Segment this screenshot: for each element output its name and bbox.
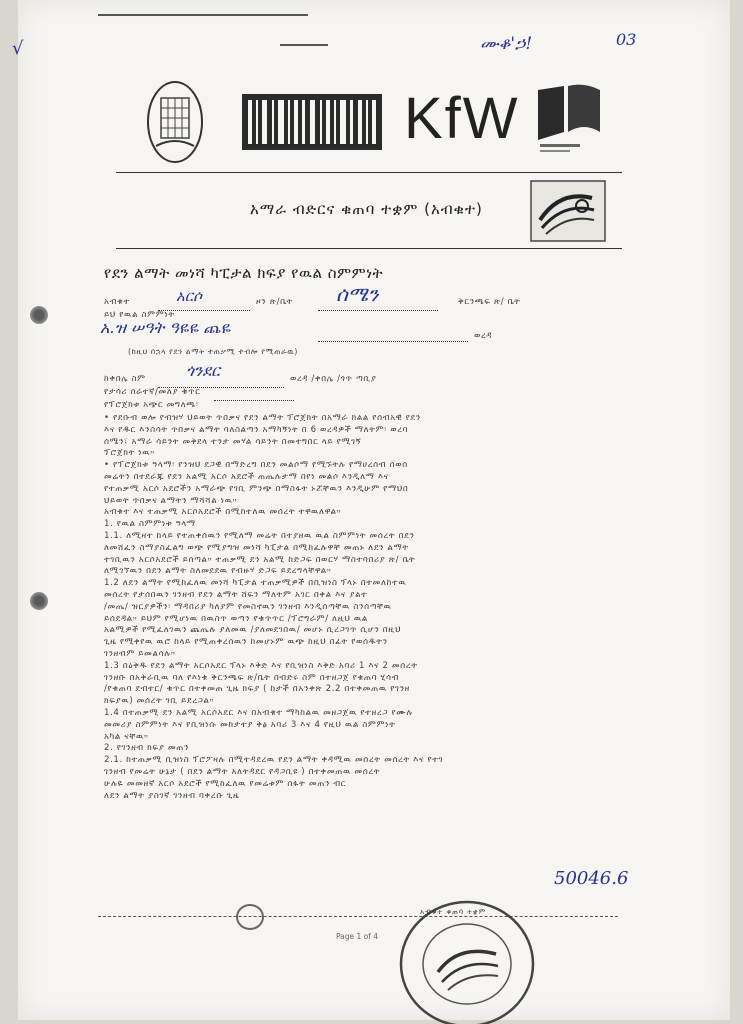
kebele-field-label: ከቀበሌ ስም [104,374,146,384]
body-line: 2. የገንዘብ ክፍያ መጠን [104,743,190,754]
party-note: (ከዚህ በኋላ የደን ልማት ተጠቃሚ ተብሎ የሚጠራዉ) [128,347,298,356]
party-field-line [318,331,468,342]
body-line: /መጤ/ ዝርያዎችን፡ ማዳበሪያ ካለያም የመስኖዉን ገንዘብ እንዲሰጣቸዉ ስንሰጣቸዉ [104,601,392,612]
body-line: 2.1. ከተጠቃሚ ቢዝነስ ፕሮፖዛሉ በሚተዳደረዉ የደን ልማት ቀዳሚዉ መሰረት መሰረት እና የተገ [104,755,444,766]
handwritten-kebele-value: ጎንደር [186,361,220,380]
body-line: አካል ናቸዉ። [104,731,149,742]
body-line: አልሚዎች የሚፈለገዉን ጨጤሉ ያለመዉ /ያለመደገበዉ/ መሆኑ ሲረጋገጥ ሲሆን በዚህ [104,625,402,636]
kfw-logo [404,86,520,152]
id-field-label: የታሳሪ ሰራተኛ/መለያ ቁጥር [104,387,201,397]
body-line: አብቁተ እና ተጠቃሚ አርሶአደሮች በሚከተለዉ መሰረት ተዋዉለዋል። [104,507,342,518]
punch-hole-top [30,306,48,324]
branch-field-label: ቅርንጫፍ ጽ/ ቤት [458,297,521,307]
header-rule-top [116,172,622,173]
body-line: መሬትን በተደራጁ የደን አልሚ አርሶ አደሮች ጠጤሉታማ በየነ መልሶ እንዲለማ እና [104,472,389,482]
document-heading: የደን ልማት መነሻ ካፒታል ክፍያ የዉል ስምምነት [104,264,384,282]
handwritten-region-value: አርሶ [176,287,202,305]
handwritten-corner-mark: √ [12,38,24,59]
handwritten-name-value: አ.ዝ ሠዓት ዓዬዬ ጨዬ [100,318,231,337]
party-field-label: ይህ የዉል ስምምነት [104,310,175,320]
handwritten-zone-value: ሰሜን [336,282,379,306]
body-line: ለደን ልማት ያስገኛ ገንዘብ ባቀረቡ ጊዜ [104,790,240,801]
top-scrap-line [98,14,308,16]
body-line: 1.1. ለሚዛተ ከላይ የተጠቀሰዉን የሚለማ መሬት በተያዘዉ ዉል ስምምነት መሰረት በደን [104,531,415,541]
body-line: ለሚገኘዉን በደን ልማት ስለመደደዉ የብዙሃ ድጋፍ ይደረግላቸዋል። [104,566,332,577]
woreda-field-label: ወረዳ [474,331,493,341]
emblem-logo [146,80,204,164]
body-line: ገንዘብ የመሬት ሁኔታ ( በደን ልማት አለትዳደር የዳጋቢዩ ) በተቀመጠዉ መሰረት [104,767,381,777]
body-line: ሁሉዬ መመዘኛ አርሶ አደሮች የሚከፈለዉ የመሬቱም ሰፋት መጠን ብር [104,778,347,789]
header-rule-bottom [116,248,622,249]
org-title: አማራ ብድርና ቁጠባ ተቋም (አብቁተ) [250,200,483,218]
body-line: ገንዘቡ በአቅራቢዉ ባለ የእነቁ ቅርንጫፍ ጽ/ቤት በብድሩ ስም በተዘጋጀ የቁጠባ ሂሳብ [104,672,400,683]
body-line: መሰረት የታሰበዉን ገንዘብ የደን ልማት ሸፍን ማለትም አገር በቀል እና ያልተ [104,590,368,600]
body-line: ጊዜ የሚቀየዉ ዉሮ ከላይ የሚጠቀረሰዉን ከመሆኑም ዉጭ ከዚህ በፊት የወሰዱትን [104,637,388,648]
stamp-text: አብቁተ ቁጠባ ተቋም [420,908,487,916]
body-line: መመሪያ ስምምነት እና የቢዝነሱ መከታተያ ቅፅ አባሪ 3 እና 4 የዚህ ዉል ስምምነት [104,719,396,730]
body-line: ለመሸፈን ስማያስፈልግ ወጭ የሚያግዝ መነሻ ካፒታል በሚከፈሉዋቸ መጠኑ ለደን ልማት [104,542,409,553]
purpose-label: የፕሮጀክቱ አጭር መግለጫ፡ [104,400,199,410]
body-line: 1.2 ለደን ልማት የሚከፈለዉ መነሻ ካፒታል ተጠቃሚዎች በቢዝነስ ፕላኑ በተመለከተዉ [104,578,407,589]
zone-field-label: ዞን ጽ/ቤት [256,297,294,307]
official-stamp [398,898,536,1016]
handwritten-top-label: ሙቆ'ኃ! [480,34,533,54]
document-page [12,0,730,1020]
page-number: Page 1 of 4 [336,932,379,941]
body-line: /የቁጠባ ደብተር/ ቁጥር በተቀመጠ ጊዜ ክፍያ ( ከታች በአንቀጽ 2.2 በተቀመጠዉ የገንዘ [104,684,410,695]
punch-hole-bottom [30,592,48,610]
book-logo [534,82,604,160]
footer-rule [98,916,618,917]
body-line: ሰሜን፣ አማራ ሳይንት መቅደላ ተንታ መሃል ሳይንት በመተግበር ላይ የሚገኝ [104,436,362,447]
barcode-style-logo [242,94,382,150]
body-line: የተጠቃሚ አርሶ አደሮችን አማራጭ የገቢ ምንጭ በማስፋት ኑሯቸዉን እንዲሁም የማህበ [104,483,409,494]
abcsi-emblem [530,180,606,242]
kebele-field-suffix: ወረዳ /ቀበሌ /ጎጥ ጣቢያ [290,374,377,384]
region-field-label: አብቁተ [104,297,130,307]
body-line: 1.4 በተጠቃሚ ደን አልሚ አርሶአደር እና በአብቁተ ማካከልዉ መዘጋጀዉ የተዘረጋ የሙሉ [104,708,414,718]
body-line: ይሰደዳል። ይህም የሚሆነዉ በዉስጥ ወጣን የቁጥጥር /ፕሮግራም/ ለዚህ ዉል [104,613,368,624]
top-scrap-dash [280,44,328,46]
handwritten-bottom-number: 50046.6 [554,868,629,889]
small-signature-stamp [236,904,264,930]
body-line: 1.3 በዕቅዱ የደን ልማት አርሶአደር ፕላኑ እቅድ እና የቢዝነስ እቅድ አባሪ 1 እና 2 መሰረት [104,660,418,671]
body-line: ክፍያዉ) መሰረት ገቢ ይደረጋል። [104,696,215,707]
body-line: ገንዘብም ይመልሳሉ። [104,649,176,659]
body-line: ፕሮጀክት ነዉ። [104,448,155,459]
body-line: ተገቢዉን አርሶአደሮች ይሰጣል። ተጠቃሚ ደን አልሚ ከድጋፍ በወርሃ ማስተባበሪያ ጽ/ ቤት [104,554,416,565]
id-field-line [214,390,294,401]
body-line: ህይወት ጥበቃና ልማትን ማሻሻል ነዉ። [104,495,238,506]
kfw-logo-text: KfW [404,86,520,151]
body-line: እና የዱር እንስሳት ጥበቃና ልማት ባለስልጣን አማካኝነት በ 6 ወረዳዎች ማለትም፡ ወረባ [104,424,409,435]
handwritten-top-number: 03 [616,30,637,49]
body-line: 1. የዉል ስምምነቱ ዓላማ [104,519,196,530]
body-line: • የፕሮጀክቱ ዓላማ፡ የንዝህ ደጋዊ በማድረግ በደን መልሶማ የሚኙትሉ የማሀረሰብ ሰወሰ [104,460,408,471]
body-line: • የደቡብ ወሎ የብዝሃ ህይወት ጥበቃና የደን ልማት ፕሮጀክት በአማራ ክልል የሰብአዊ የደን [104,413,421,423]
